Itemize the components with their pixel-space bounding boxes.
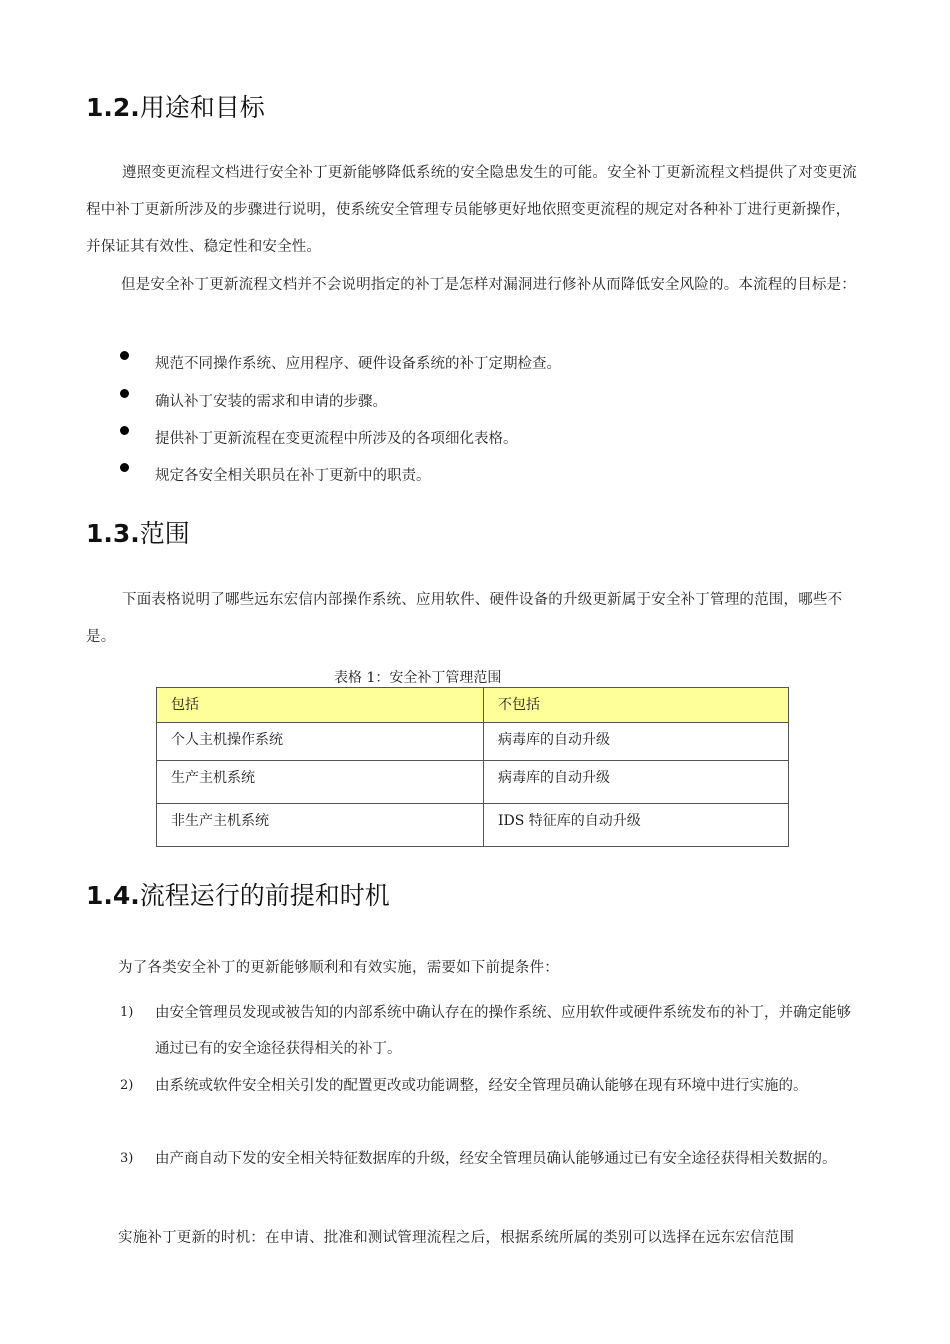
heading-title: 流程运行的前提和时机	[139, 881, 390, 910]
heading-number: 1.4.	[86, 881, 140, 910]
list-number: 3)	[120, 1151, 134, 1166]
list-text: 由系统或软件安全相关引发的配置更改或功能调整，经安全管理员确认能够在现有环境中进行实施的。	[155, 1078, 808, 1094]
scope-table	[156, 687, 789, 847]
table-row	[157, 761, 789, 804]
list-item: 提供补丁更新流程在变更流程中所涉及的各项细化表格。	[155, 431, 518, 447]
list-number: 2)	[120, 1078, 134, 1093]
bullet-icon	[120, 426, 129, 435]
bullet-icon	[120, 463, 129, 472]
paragraph-scope: 下面表格说明了哪些远东宏信内部操作系统、应用软件、硬件设备的升级更新属于安全补丁管理的范围，哪些不是。	[86, 592, 843, 645]
heading-1-4	[86, 881, 390, 911]
table-cell: 非生产主机系统	[157, 804, 484, 847]
table-cell: 个人主机操作系统	[157, 723, 484, 761]
heading-1-2	[86, 93, 265, 123]
paragraph-goals-intro: 但是安全补丁更新流程文档并不会说明指定的补丁是怎样对漏洞进行修补从而降低安全风险的。本流程的目标是：	[121, 277, 856, 293]
table-header-row	[157, 688, 789, 723]
list-text: 由产商自动下发的安全相关特征数据库的升级，经安全管理员确认能够通过已有安全途径获得相关数据的。	[155, 1151, 837, 1167]
heading-1-3	[86, 519, 190, 549]
table-row	[157, 804, 789, 847]
table-cell: IDS 特征库的自动升级	[484, 804, 789, 847]
paragraph-timing: 实施补丁更新的时机：在申请、批准和测试管理流程之后，根据系统所属的类别可以选择在远东宏信范围	[118, 1230, 795, 1246]
heading-number: 1.2.	[86, 93, 140, 122]
list-item: 确认补丁安装的需求和申请的步骤。	[155, 394, 387, 410]
paragraph-purpose: 遵照变更流程文档进行安全补丁更新能够降低系统的安全隐患发生的可能。安全补丁更新流程文档提供了对变更流程中补丁更新所涉及的步骤进行说明，使系统安全管理专员能够更好地依照变更流程的规定对各种补丁进行更新操作，并保证其有效性、稳定性和安全性。	[86, 165, 857, 255]
heading-number: 1.3.	[86, 519, 140, 548]
list-text: 由安全管理员发现或被告知的内部系统中确认存在的操作系统、应用软件或硬件系统发布的补丁，并确定能够通过已有的安全途径获得相关的补丁。	[155, 1005, 851, 1057]
bullet-icon	[120, 389, 129, 398]
table-cell: 病毒库的自动升级	[484, 723, 789, 761]
table-header-cell: 包括	[157, 688, 484, 723]
list-item: 规范不同操作系统、应用程序、硬件设备系统的补丁定期检查。	[155, 356, 561, 372]
heading-title: 用途和目标	[139, 93, 265, 122]
paragraph-prerequisites-intro: 为了各类安全补丁的更新能够顺利和有效实施，需要如下前提条件：	[118, 960, 559, 976]
bullet-icon	[120, 351, 129, 360]
list-item: 规定各安全相关职员在补丁更新中的职责。	[155, 468, 431, 484]
table-cell: 生产主机系统	[157, 761, 484, 804]
heading-title: 范围	[139, 519, 190, 548]
table-header-cell: 不包括	[484, 688, 789, 723]
table-caption: 表格 1：安全补丁管理范围	[334, 670, 502, 686]
table-row	[157, 723, 789, 761]
table-cell: 病毒库的自动升级	[484, 761, 789, 804]
list-number: 1)	[120, 1005, 134, 1020]
